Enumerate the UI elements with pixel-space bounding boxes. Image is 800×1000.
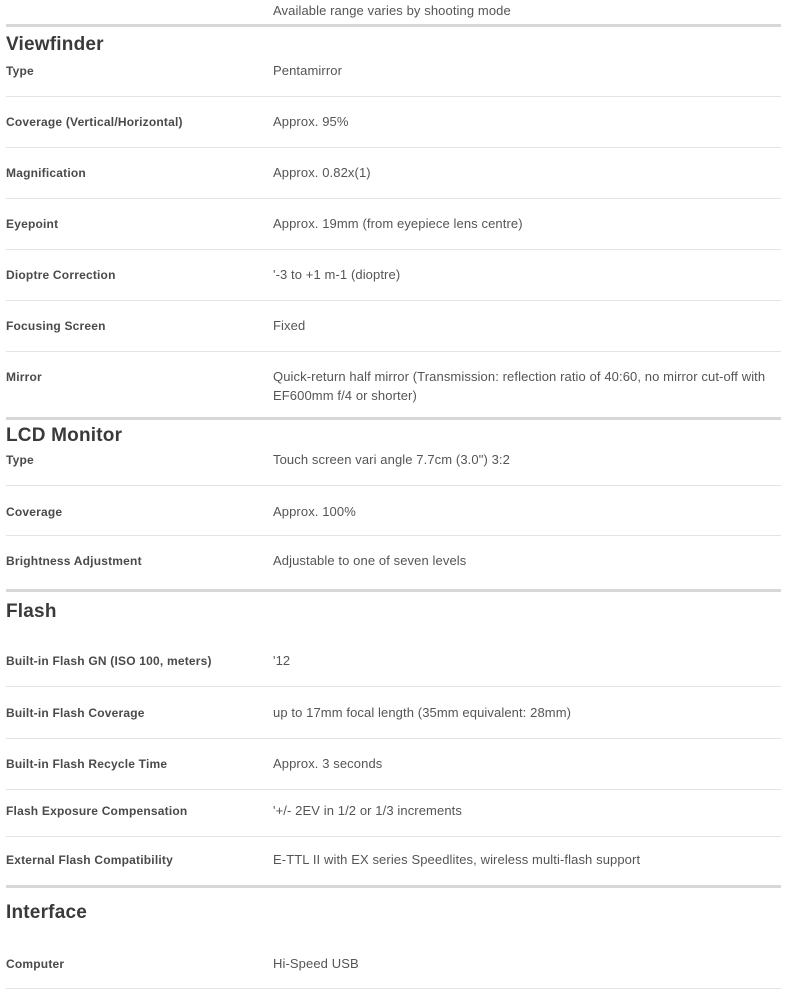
spec-value: Pentamirror — [273, 63, 343, 78]
spec-label: Built-in Flash Recycle Time — [6, 757, 168, 771]
row-divider — [6, 96, 781, 97]
spec-label: External Flash Compatibility — [6, 853, 173, 867]
row-divider — [6, 351, 781, 352]
spec-label: Dioptre Correction — [6, 268, 116, 282]
spec-value: Hi-Speed USB — [273, 956, 359, 971]
row-divider — [6, 836, 781, 837]
section-divider — [6, 24, 781, 27]
section-title-interface: Interface — [6, 902, 88, 923]
spec-label: Mirror — [6, 370, 42, 384]
spec-label: Built-in Flash Coverage — [6, 706, 145, 720]
section-title-lcd-monitor: LCD Monitor — [6, 425, 123, 446]
spec-label: Magnification — [6, 166, 86, 180]
top-note: Available range varies by shooting mode — [273, 3, 511, 18]
row-divider — [6, 300, 781, 301]
row-divider — [6, 535, 781, 536]
row-divider — [6, 686, 781, 687]
section-divider — [6, 417, 781, 420]
spec-value: Approx. 19mm (from eyepiece lens centre) — [273, 216, 523, 231]
spec-label: Brightness Adjustment — [6, 554, 142, 568]
spec-value: up to 17mm focal length (35mm equivalent: 28mm) — [273, 705, 572, 720]
spec-label: Eyepoint — [6, 217, 59, 231]
row-divider — [6, 198, 781, 199]
spec-label: Coverage — [6, 505, 63, 519]
spec-value: '12 — [273, 653, 291, 668]
spec-label: Flash Exposure Compensation — [6, 804, 188, 818]
spec-value: Fixed — [273, 318, 306, 333]
spec-value: Adjustable to one of seven levels — [273, 553, 467, 568]
row-divider — [6, 485, 781, 486]
spec-label: Type — [6, 453, 34, 467]
row-divider — [6, 789, 781, 790]
spec-label: Computer — [6, 957, 65, 971]
row-divider — [6, 147, 781, 148]
spec-value: Approx. 95% — [273, 114, 349, 129]
spec-value: Approx. 100% — [273, 504, 356, 519]
section-divider — [6, 885, 781, 888]
spec-value: E-TTL II with EX series Speedlites, wireless multi-flash support — [273, 852, 641, 867]
spec-value: Approx. 0.82x(1) — [273, 165, 371, 180]
spec-label: Built-in Flash GN (ISO 100, meters) — [6, 654, 212, 668]
spec-value: '+/- 2EV in 1/2 or 1/3 increments — [273, 803, 462, 818]
section-title-viewfinder: Viewfinder — [6, 34, 104, 55]
spec-value: Quick-return half mirror (Transmission: reflection ratio of 40:60, no mirror cut-off with EF600mm f/4 or shorter) — [273, 369, 766, 403]
spec-value: '-3 to +1 m-1 (dioptre) — [273, 267, 401, 282]
spec-value: Approx. 3 seconds — [273, 756, 383, 771]
spec-label: Focusing Screen — [6, 319, 106, 333]
section-divider — [6, 589, 781, 592]
spec-value: Touch screen vari angle 7.7cm (3.0") 3:2 — [273, 452, 510, 467]
spec-label: Coverage (Vertical/Horizontal) — [6, 115, 183, 129]
spec-label: Type — [6, 64, 34, 78]
row-divider — [6, 249, 781, 250]
row-divider — [6, 988, 781, 989]
section-title-flash: Flash — [6, 601, 57, 622]
row-divider — [6, 738, 781, 739]
